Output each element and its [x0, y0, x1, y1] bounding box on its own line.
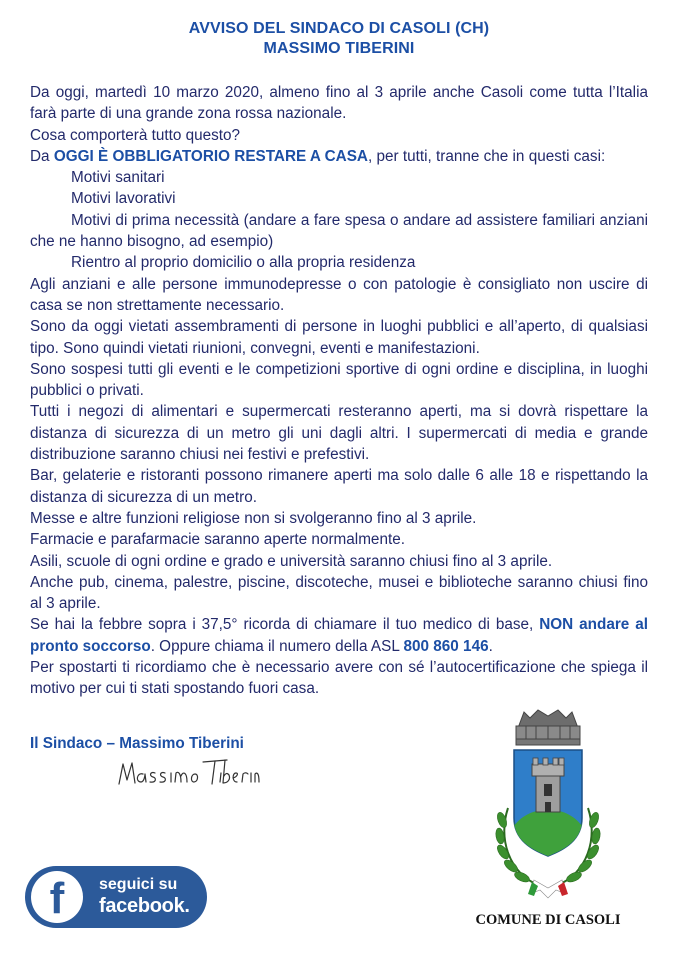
mayor-name-title: MASSIMO TIBERINI [263, 40, 415, 57]
paragraph-schools: Asili, scuole di ogni ordine e grado e università saranno chiusi fino al 3 aprile. [30, 552, 553, 570]
handwritten-signature [115, 750, 260, 795]
paragraph-mass: Messe e altre funzioni religiose non si svolgeranno fino al 3 aprile. [30, 509, 477, 527]
signature-title: Il Sindaco – Massimo Tiberini [30, 735, 244, 752]
asl-phone-number: 800 860 146 [403, 637, 489, 655]
paragraph-pharmacies: Farmacie e parafarmacie saranno aperte normalmente. [30, 531, 405, 549]
facebook-icon: f [31, 871, 83, 923]
tower-icon [532, 758, 564, 812]
tricolor-ribbon-icon [528, 880, 568, 898]
shield-icon [514, 750, 582, 856]
paragraph-question: Cosa comporterà tutto questo? [30, 126, 241, 144]
paragraph-gatherings: Sono da oggi vietati assembramenti di persone in luoghi pubblici e all’aperto, di qualsiasi tipo. Sono quindi vietati riunioni, convegni, eventi e manifestazioni. [30, 318, 648, 357]
facebook-follow-button[interactable] [25, 866, 207, 928]
paragraph-events: Sono sospesi tutti gli eventi e le competizioni sportive di ogni ordine e disciplina, in luoghi pubblici o privati. [30, 360, 648, 400]
paragraph-intro: Da oggi, martedì 10 marzo 2020, almeno fino al 3 aprile anche Casoli come tutta l’Italia farà parte di una grande zona rossa nazionale. [30, 84, 648, 123]
paragraph-fever: Se hai la febbre sopra i 37,5° ricorda di chiamare il tuo medico di base, NON andare al pronto soccorso. Oppure chiama il numero della ASL 800 860 146. [30, 616, 648, 655]
facebook-follow-label: seguici su [99, 876, 178, 893]
list-item: Motivi sanitari [71, 169, 165, 187]
list-item: Rientro al proprio domicilio o alla propria residenza [71, 254, 416, 272]
list-item: Motivi di prima necessità (andare a fare spesa o andare ad assistere familiari anziani che ne hanno bisogno, ad esempio) [30, 211, 648, 251]
paragraph-elderly: Agli anziani e alle persone immunodepresse o con patologie è consigliato non uscire di casa se non strettamente necessario. [30, 275, 648, 314]
paragraph-bars: Bar, gelaterie e ristoranti possono rimanere aperti ma solo dalle 6 alle 18 e rispettando la distanza di sicurezza di un metro. [30, 467, 648, 506]
stay-home-emphasis: OGGI È OBBLIGATORIO RESTARE A CASA [53, 147, 368, 165]
paragraph-venues: Anche pub, cinema, palestre, piscine, discoteche, musei e biblioteche saranno chiusi fino al 3 aprile. [30, 573, 648, 613]
paragraph-stay-home: Da OGGI È OBBLIGATORIO RESTARE A CASA, per tutti, tranne che in questi casi: [30, 147, 606, 165]
notice-title: AVVISO DEL SINDACO DI CASOLI (CH) [188, 20, 490, 37]
notice-body [30, 82, 648, 700]
mural-crown-icon [516, 710, 580, 745]
list-item: Motivi lavorativi [71, 190, 176, 208]
municipality-caption: COMUNE DI CASOLI [475, 912, 621, 928]
facebook-wordmark: facebook. [99, 895, 190, 917]
paragraph-shops: Tutti i negozi di alimentari e supermercati resteranno aperti, ma si dovrà rispettare la distanza di sicurezza di un metro gli uni dagli altri. I supermercati di media e grande distribuzione saranno chiusi nei festivi e prefestivi. [30, 403, 648, 464]
no-er-emphasis: NON andare al pronto soccorso [30, 616, 648, 655]
paragraph-self-certification: Per spostarti ti ricordiamo che è necessario avere con sé l’autocertificazione che spiega il motivo per cui ti stati spostando fuori casa. [30, 659, 648, 698]
casoli-coat-of-arms [478, 708, 618, 908]
